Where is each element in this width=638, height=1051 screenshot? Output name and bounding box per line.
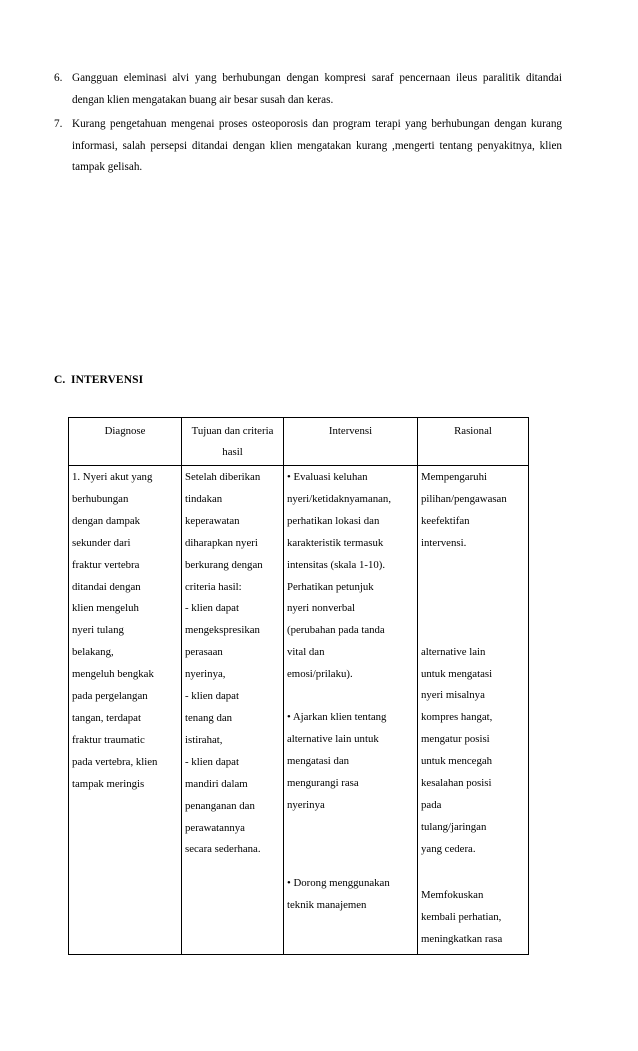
numbered-list [54, 68, 562, 182]
cell-line: tindakan [185, 492, 223, 505]
cell-line: meningkatkan rasa [421, 932, 503, 945]
cell-line: nyerinya, [185, 668, 226, 681]
list-text: Gangguan eleminasi alvi yang berhubungan dengan kompresi saraf pencernaan ileus paralitik [72, 72, 521, 84]
cell-line: mengurangi rasa [287, 776, 359, 789]
cell-line: kompres hangat, [421, 711, 493, 724]
list-text: dengan kurang informasi, salah persepsi ditandai dengan klien mengatakan kurang ,mengerti [72, 118, 563, 152]
cell-line: berkurang dengan [185, 558, 263, 571]
cell-line: emosi/prilaku). [287, 668, 353, 681]
cell-line: - klien dapat [185, 690, 239, 703]
cell-line: belakang, [72, 646, 114, 659]
cell-line: • Ajarkan klien tentang [287, 711, 387, 724]
cell-line: perhatikan lokasi dan [287, 514, 380, 527]
header-tujuan: Tujuan dan criteria hasil [182, 418, 284, 466]
table-header-row [69, 418, 529, 466]
cell-line: tenang dan [185, 711, 233, 724]
cell-line: pada vertebra, klien [72, 755, 158, 768]
cell-line: vital dan [287, 646, 325, 659]
list-item [54, 114, 562, 179]
cell-line: alternative lain untuk [287, 732, 379, 745]
cell-line: pada pergelangan [72, 690, 148, 703]
cell-rasional [418, 466, 529, 955]
cell-line: secara sederhana. [185, 843, 261, 856]
list-number: 6. [54, 72, 63, 84]
cell-line: intervensi. [421, 536, 467, 549]
cell-line: istirahat, [185, 733, 223, 746]
cell-line: Mempengaruhi [421, 471, 487, 483]
cell-line: nyeri/ketidaknyamanan, [287, 492, 392, 505]
cell-line: diharapkan nyeri [185, 536, 258, 549]
cell-line: - klien dapat [185, 602, 239, 615]
cell-line: karakteristik termasuk [287, 536, 384, 549]
header-intervensi: Intervensi [284, 418, 418, 466]
cell-line: nyeri misalnya [421, 689, 485, 702]
intervention-table [68, 417, 529, 955]
cell-line: Memfokuskan [421, 888, 484, 901]
cell-line: perasaan [185, 646, 223, 659]
cell-line: mengeluh bengkak [72, 668, 154, 681]
cell-line: (perubahan pada tanda [287, 624, 385, 637]
cell-line: dengan dampak [72, 514, 141, 527]
cell-line: ditandai dengan [72, 580, 141, 593]
section-title: INTERVENSI [71, 374, 144, 386]
list-text: Kurang pengetahuan mengenai proses osteoporosis dan program terapi yang berhubungan [72, 118, 490, 130]
cell-line: • Evaluasi keluhan [287, 471, 368, 483]
spacer [421, 555, 525, 642]
cell-line: alternative lain [421, 645, 486, 658]
spacer [421, 861, 525, 885]
cell-line: tulang/jaringan [421, 820, 487, 833]
cell-line: yang cedera. [421, 842, 476, 855]
cell-line: perawatannya [185, 821, 245, 834]
cell-tujuan [182, 466, 284, 955]
cell-line: intensitas (skala 1-10). [287, 558, 386, 571]
cell-line: mandiri dalam [185, 777, 248, 790]
cell-line: untuk mencegah [421, 755, 493, 768]
cell-intervensi [284, 466, 418, 955]
cell-line: mengatasi dan [287, 754, 350, 767]
cell-line: tampak meringis [72, 777, 145, 790]
cell-line: Perhatikan petunjuk [287, 580, 374, 593]
cell-line: tangan, terdapat [72, 711, 141, 724]
cell-diagnose [69, 466, 182, 955]
section-letter: C. [54, 374, 66, 386]
cell-line: kesalahan posisi [421, 777, 492, 790]
list-number: 7. [54, 118, 63, 130]
cell-line: mengatur posisi [421, 733, 490, 746]
cell-line: • Dorong menggunakan [287, 876, 390, 889]
cell-line: - klien dapat [185, 755, 239, 768]
cell-line: mengekspresikan [185, 624, 260, 637]
cell-line: kembali perhatian, [421, 910, 502, 923]
cell-line: sekunder dari [72, 536, 131, 549]
cell-line: keperawatan [185, 514, 240, 527]
cell-line: berhubungan [72, 492, 129, 505]
cell-line: penanganan dan [185, 799, 255, 812]
list-text: ditandai dengan klien mengatakan buang air besar susah dan keras. [72, 72, 563, 106]
cell-line: nyerinya [287, 798, 325, 811]
section-heading [54, 374, 143, 386]
cell-line: klien mengeluh [72, 602, 139, 615]
table-row [69, 466, 529, 955]
cell-line: criteria hasil: [185, 580, 242, 593]
cell-line: 1. Nyeri akut yang [72, 471, 153, 483]
cell-line: teknik manajemen [287, 898, 367, 911]
cell-line: nyeri nonverbal [287, 602, 356, 615]
list-text: tentang penyakitnya, klien tampak gelisah. [72, 139, 562, 173]
list-item [54, 68, 562, 111]
cell-line: fraktur vertebra [72, 558, 140, 571]
cell-line: nyeri tulang [72, 624, 124, 637]
spacer [287, 817, 414, 873]
cell-line: fraktur traumatic [72, 733, 145, 746]
cell-line: Setelah diberikan [185, 471, 261, 483]
header-diagnose: Diagnose [69, 418, 182, 466]
spacer [287, 686, 414, 707]
header-rasional: Rasional [418, 418, 529, 466]
cell-line: untuk mengatasi [421, 667, 493, 680]
cell-line: keefektifan [421, 514, 470, 527]
cell-line: pada [421, 798, 442, 811]
cell-line: pilihan/pengawasan [421, 492, 507, 505]
